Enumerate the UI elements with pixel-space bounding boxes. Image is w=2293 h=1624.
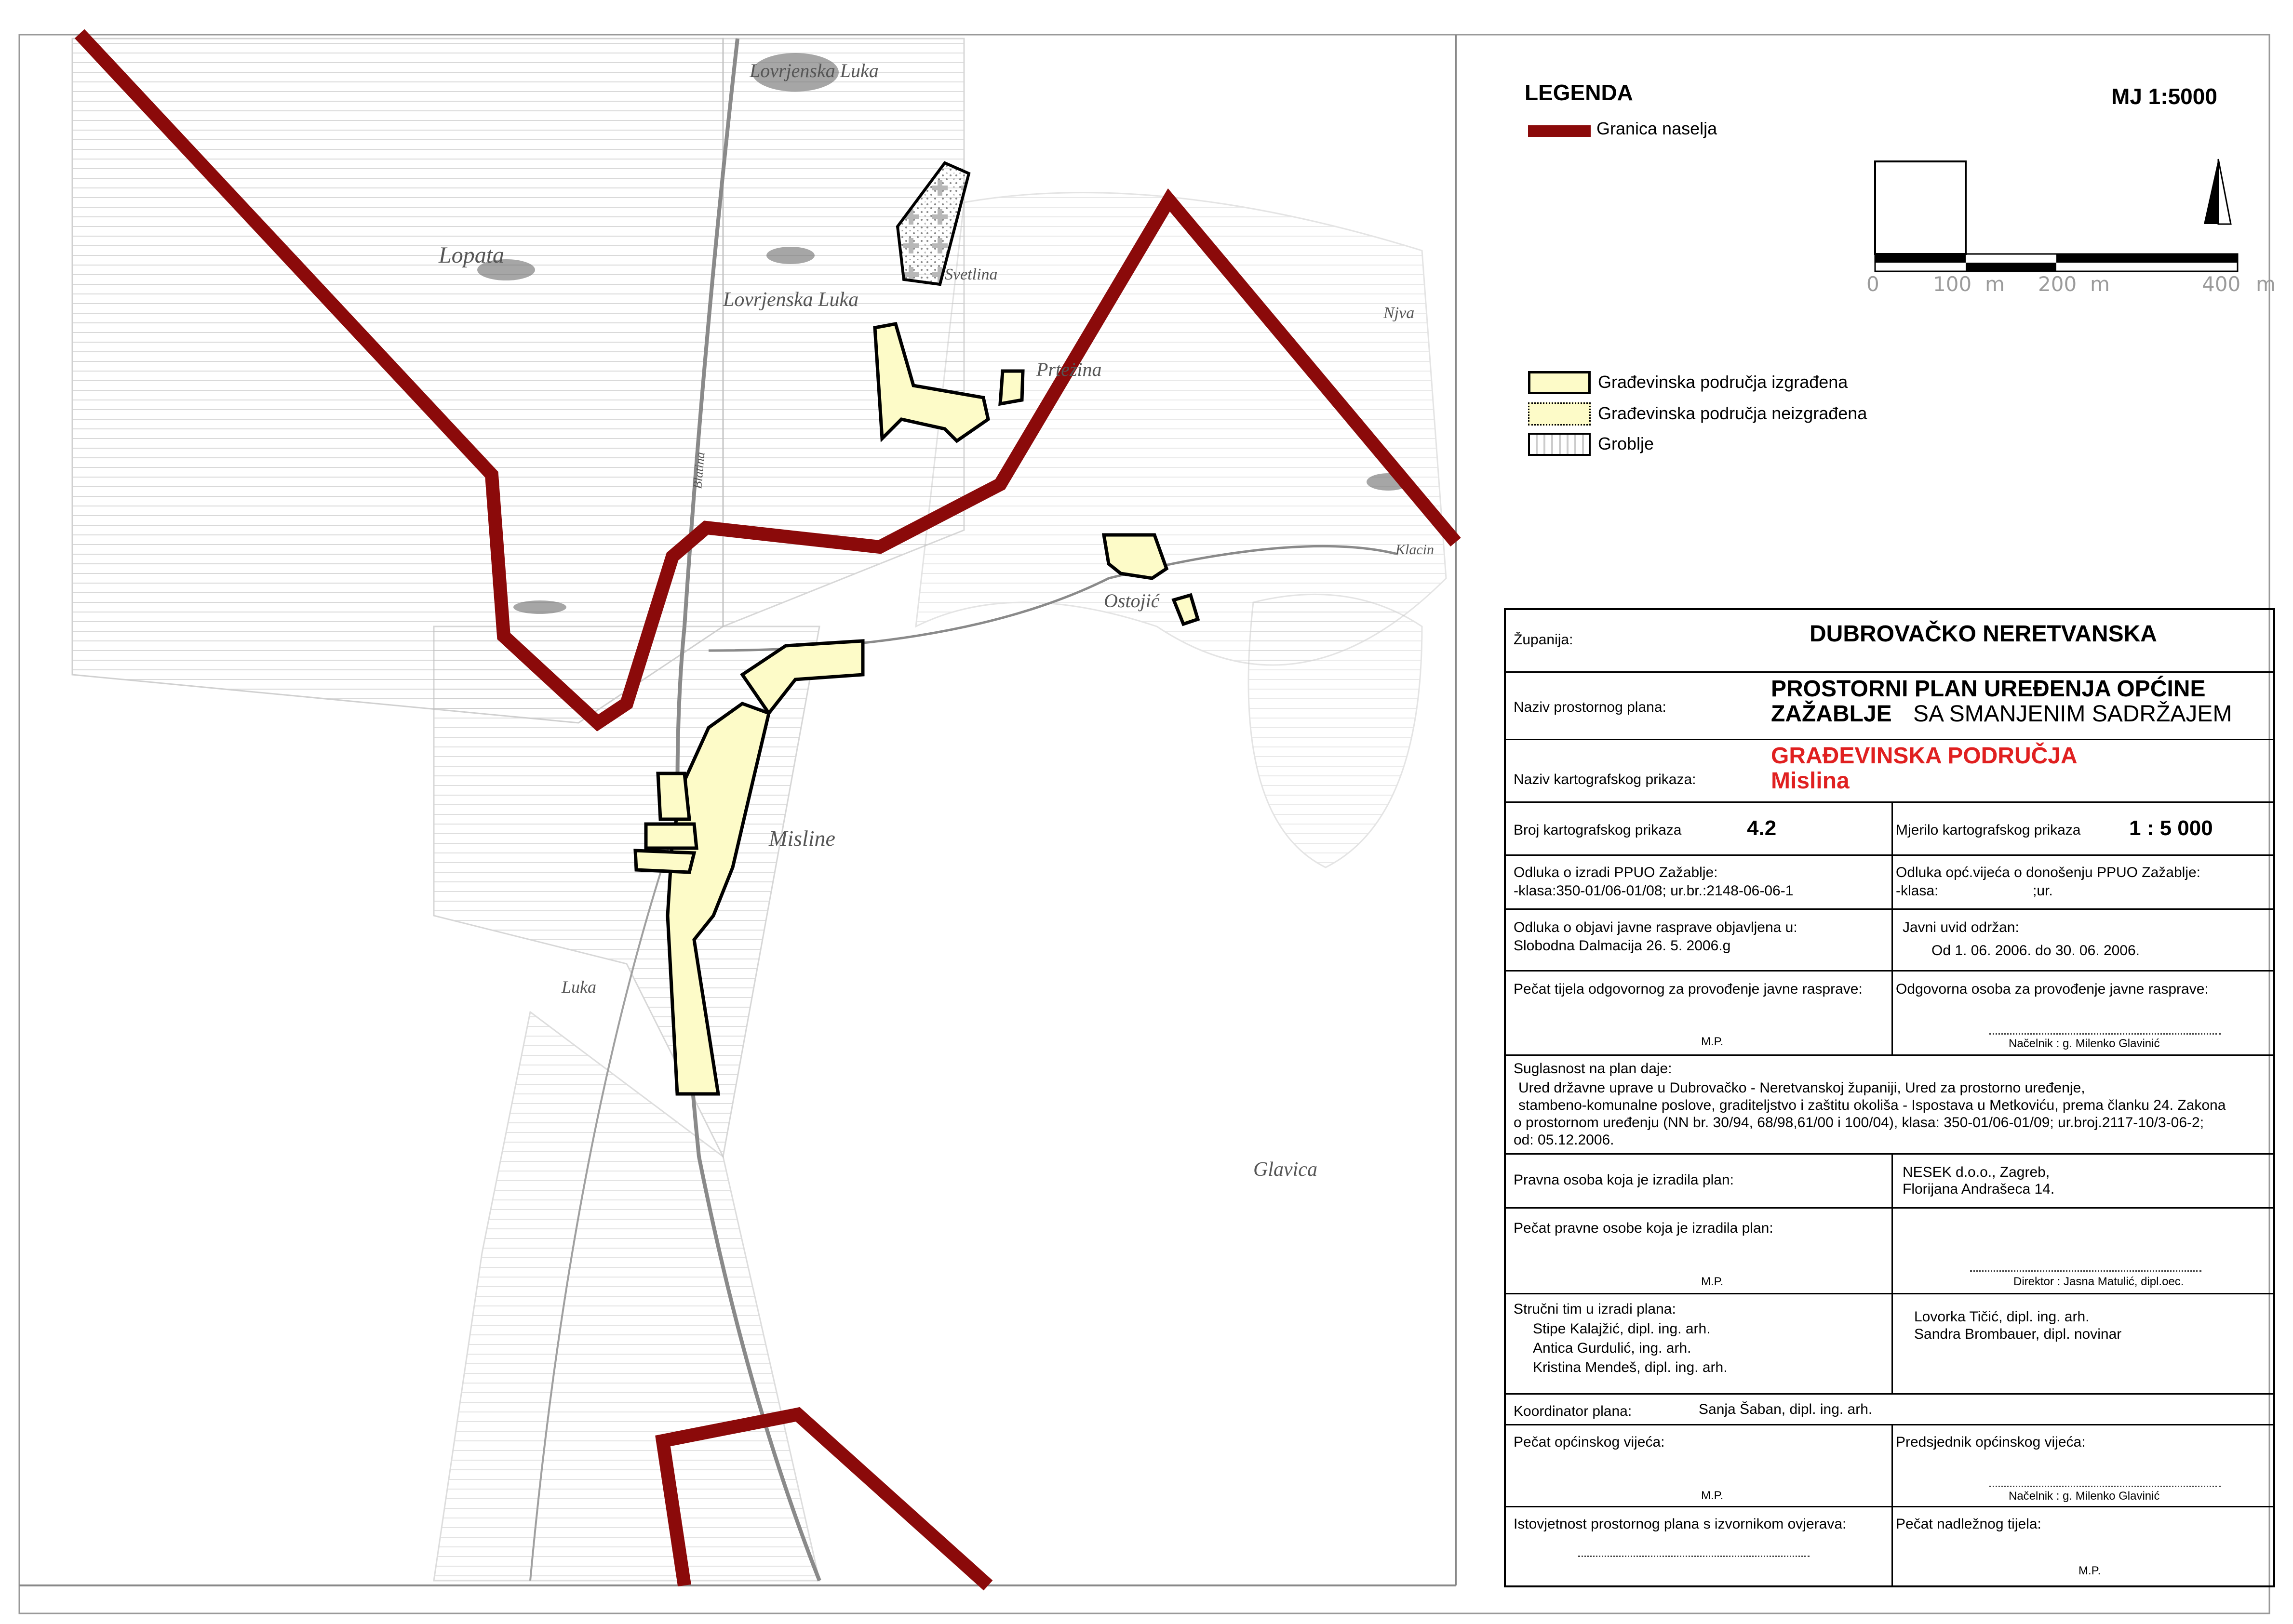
row-plan-name	[1506, 673, 2273, 740]
conformity-label: Istovjetnost prostornog plana s izvornikom ovjerava:	[1514, 1516, 1847, 1532]
place-blatina: Blatina	[690, 451, 708, 490]
director-sign: Direktor : Jasna Matulić, dipl.oec.	[2013, 1275, 2184, 1288]
cemetery-legend-label: Groblje	[1598, 434, 1654, 453]
responsible-cell	[1891, 972, 2277, 1054]
map-scale-cell	[1891, 803, 2277, 854]
responsible-signature-line	[1989, 1033, 2221, 1035]
responsible-label: Odgovorna osoba za provođenje javne rasprave:	[1896, 981, 2209, 997]
row-stamp-body	[1506, 972, 2273, 1056]
consent-line1: Ured državne uprave u Dubrovačko - Neretvanskoj županiji, Ured za prostorno uređenje,	[1518, 1080, 2085, 1096]
legal-entity-value1: NESEK d.o.o., Zagreb,	[1903, 1164, 2050, 1180]
council-president-signature-line	[1989, 1486, 2221, 1487]
team-label: Stručni tim u izradi plana:	[1514, 1301, 1676, 1317]
title-block	[1504, 608, 2275, 1587]
county-label: Županija:	[1514, 632, 1573, 648]
public-notice-label: Odluka o objavi javne rasprave objavljena u:	[1514, 919, 1797, 935]
scale-bar	[1875, 161, 2238, 271]
team-member-4: Lovorka Tičić, dipl. ing. arh.	[1914, 1309, 2090, 1325]
cadastral-background	[72, 39, 1446, 1581]
plan-name-label: Naziv prostornog plana:	[1514, 699, 1666, 715]
legal-entity-cell	[1891, 1155, 2277, 1207]
map-scale-label: MJ 1:5000	[2111, 84, 2217, 109]
authority-stamp-label: Pečat nadležnog tijela:	[1896, 1516, 2041, 1532]
scale-tick-400: 400	[2202, 272, 2241, 296]
council-decision-label: Odluka opć.vijeća o donošenju PPUO Zažablje:	[1896, 865, 2201, 880]
north-arrow-icon	[2204, 159, 2231, 224]
stamp-body-label: Pečat tijela odgovornog za provođenje javne rasprave:	[1514, 981, 1863, 997]
scale-unit-3: m	[2256, 272, 2276, 296]
authority-stamp-mp: M.P.	[2078, 1564, 2101, 1577]
place-prtezina: Prteżina	[1036, 359, 1102, 380]
row-legal-stamp	[1506, 1209, 2273, 1294]
place-lopata: Lopata	[439, 242, 505, 268]
map-name-label: Naziv kartografskog prikaza:	[1514, 772, 1696, 787]
council-stamp-mp: M.P.	[1701, 1489, 1724, 1502]
council-president-label: Predsjednik općinskog vijeća:	[1896, 1434, 2086, 1450]
place-lovrjenska-luka: Lovrjenska Luka	[723, 289, 859, 311]
decision-prep-value: -klasa:350-01/06-01/08; ur.br.:2148-06-06-1	[1514, 883, 1794, 899]
row-coordinator	[1506, 1395, 2273, 1425]
conformity-signature-line	[1578, 1556, 1810, 1557]
cemetery-swatch	[1528, 433, 1591, 456]
legal-stamp-label: Pečat pravne osobe koja je izradila plan:	[1514, 1220, 1773, 1236]
plan-name-line1: PROSTORNI PLAN UREĐENJA OPĆINE	[1771, 676, 2206, 702]
council-president-cell	[1891, 1425, 2277, 1506]
row-map-number	[1506, 803, 2273, 856]
team-right-cell	[1891, 1294, 2277, 1393]
council-decision-ur: ;ur.	[2033, 883, 2053, 899]
scale-tick-100: 100	[1933, 272, 1972, 296]
place-luka: Luka	[562, 977, 596, 997]
public-review-cell	[1891, 910, 2277, 970]
consent-label: Suglasnost na plan daje:	[1514, 1061, 1672, 1077]
place-ostojic: Ostojić	[1104, 590, 1160, 612]
map-scale-field-label: Mjerilo kartografskog prikaza	[1896, 822, 2081, 838]
legend-title: LEGENDA	[1525, 80, 1633, 105]
authority-stamp-cell	[1891, 1507, 2277, 1587]
scale-unit-1: m	[1985, 272, 2005, 296]
row-map-name	[1506, 740, 2273, 803]
team-member-1: Stipe Kalajžić, dipl. ing. arh.	[1533, 1321, 1711, 1337]
scale-tick-0: 0	[1866, 272, 1879, 296]
scale-tick-200: 200	[2038, 272, 2077, 296]
map-scale-value: 1 : 5 000	[2129, 816, 2213, 840]
director-signature-line	[1970, 1270, 2201, 1272]
coordinator-value: Sanja Šaban, dipl. ing. arh.	[1699, 1401, 1873, 1417]
consent-line2: stambeno-komunalne poslove, graditeljstvo i zaštitu okoliša - Ispostava u Metkoviću, prema članku 24. Zakona	[1518, 1097, 2226, 1113]
legal-entity-value2: Florijana Andrašeca 14.	[1903, 1181, 2055, 1197]
unbuilt-zone-swatch	[1528, 402, 1591, 426]
place-lovrjenska-luka-top: Lovrjenska Luka	[750, 60, 879, 81]
row-conformity	[1506, 1507, 2273, 1587]
coordinator-label: Koordinator plana:	[1514, 1403, 1632, 1419]
legal-stamp-mp: M.P.	[1701, 1275, 1724, 1288]
row-team	[1506, 1294, 2273, 1395]
unbuilt-zone-legend-label: Građevinska područja neizgrađena	[1598, 403, 1867, 423]
row-public-notice	[1506, 910, 2273, 972]
public-notice-value: Slobodna Dalmacija 26. 5. 2006.g	[1514, 938, 1731, 954]
team-member-3: Kristina Mendeš, dipl. ing. arh.	[1533, 1359, 1728, 1375]
legal-entity-label: Pravna osoba koja je izradila plan:	[1514, 1172, 1734, 1188]
row-county	[1506, 610, 2273, 673]
place-klacin: Klacin	[1395, 542, 1434, 558]
consent-line4: od: 05.12.2006.	[1514, 1132, 1614, 1148]
public-review-value: Od 1. 06. 2006. do 30. 06. 2006.	[1931, 943, 2140, 958]
council-decision-klasa: -klasa:	[1896, 883, 1939, 899]
team-member-5: Sandra Brombauer, dipl. novinar	[1914, 1326, 2122, 1342]
row-decisions	[1506, 856, 2273, 910]
place-svetlina: Svetlina	[945, 266, 998, 283]
decision-prep-label: Odluka o izradi PPUO Zažablje:	[1514, 865, 1718, 880]
county-value: DUBROVAČKO NERETVANSKA	[1810, 621, 2157, 647]
stamp-body-mp: M.P.	[1701, 1035, 1724, 1048]
place-njva: Njva	[1383, 304, 1415, 322]
plan-name-line2-bold: ZAŽABLJE	[1771, 701, 1892, 727]
place-misline: Misline	[769, 826, 835, 851]
map-number-value: 4.2	[1747, 816, 1777, 840]
built-zone-swatch	[1528, 371, 1591, 394]
row-legal-entity	[1506, 1155, 2273, 1209]
consent-line3: o prostornom uređenju (NN br. 30/94, 68/98,61/00 i 100/04), klasa: 350-01/06-01/09; ur.broj.2117-10/3-06-2;	[1514, 1115, 2204, 1131]
scale-unit-2: m	[2090, 272, 2110, 296]
built-zone-legend-label: Građevinska područja izgrađena	[1598, 372, 1848, 392]
team-member-2: Antica Gurdulić, ing. arh.	[1533, 1340, 1691, 1356]
council-president-sign: Načelnik : g. Milenko Glavinić	[2009, 1490, 2160, 1503]
row-council-stamp	[1506, 1425, 2273, 1507]
public-review-label: Javni uvid održan:	[1903, 919, 2019, 935]
map-number-label: Broj kartografskog prikaza	[1514, 822, 1682, 838]
boundary-legend-label: Granica naselja	[1596, 119, 1717, 138]
plan-name-line2-rest: SA SMANJENIM SADRŽAJEM	[1913, 701, 2232, 727]
director-cell	[1891, 1209, 2277, 1293]
map-name-line2: Mislina	[1771, 768, 1850, 794]
row-consent	[1506, 1056, 2273, 1155]
boundary-swatch	[1528, 125, 1591, 137]
council-decision-cell	[1891, 856, 2277, 908]
place-glavica: Glavica	[1253, 1158, 1317, 1181]
responsible-sign: Načelnik : g. Milenko Glavinić	[2009, 1037, 2160, 1050]
council-stamp-label: Pečat općinskog vijeća:	[1514, 1434, 1665, 1450]
map-name-line1: GRAĐEVINSKA PODRUČJA	[1771, 743, 2078, 769]
